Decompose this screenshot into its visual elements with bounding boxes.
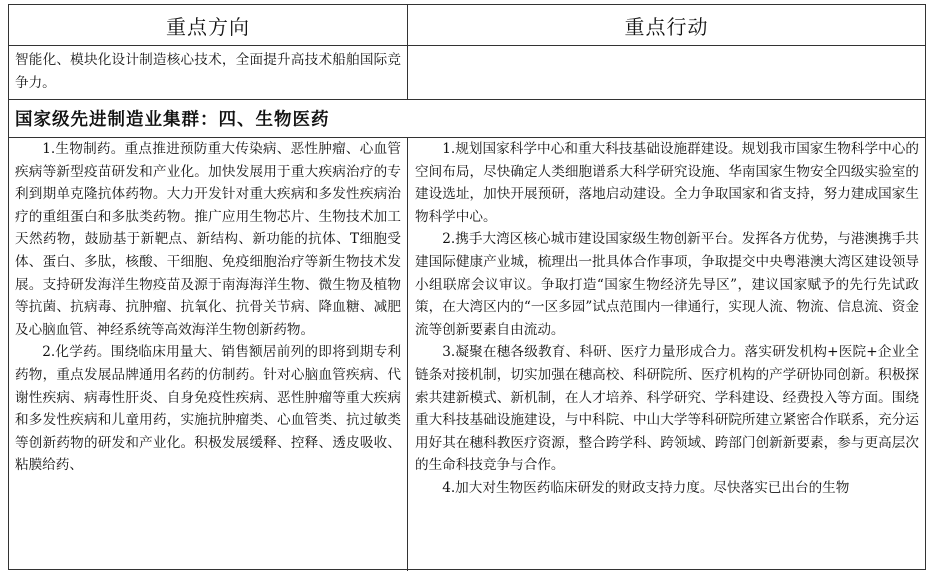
continued-left-cell [15,49,401,94]
column-divider-body [407,137,408,571]
continued-left-text: 智能化、模块化设计制造核心技术，全面提升高技术船舶国际竞争力。 [15,52,401,91]
section-divider-top [9,99,925,100]
focus-paragraph-chemical-drugs: 2.化学药。围绕临床用量大、销售额居前列的即将到期专利药物，重点发展品牌通用名药的仿制药。针对心脑血管疾病、代谢性疾病、病毒性肝炎、自身免疫性疾病、恶性肿瘤等重大疾病和多发性疾病和儿童用药，实施抗肿瘤类、心血管类、抗过敏类等创新药物的研发和产业化。积极发展缓释、控释、透皮吸收、粘膜给药、 [15,344,401,474]
action-paragraph-4: 4.加大对生物医药临床研发的财政支持力度。尽快落实已出台的生物 [442,479,850,496]
policy-table [8,4,926,570]
header-key-actions: 重点行动 [624,14,709,39]
header-focus-direction: 重点方向 [166,14,250,39]
action-paragraph-3: 3.凝聚在穗各级教育、科研、医疗力量形成合力。落实研发机构+医院+企业全链条对接机制，切实加强在穗高校、科研院所、医疗机构的产学研协同创新。积极探索共建新模式、新机制，在人才培养、科学研究、学科建设、经费投入等方面。围绕重大科技基础设施建设，与中科院、中山大学等科研院所建立紧密合作联系，充分运用好其在穗科教医疗资源，整合跨学科、跨领域、跨部门创新新要素，参与更高层次的生命科技竞争与合作。 [415,344,919,474]
header-divider [9,45,925,46]
focus-direction-cell [15,138,401,477]
key-actions-cell [415,138,919,500]
focus-paragraph-biopharma: 1.生物制药。重点推进预防重大传染病、恶性肿瘤、心血管疾病等新型疫苗研发和产业化。加快发展用于重大疾病治疗的专利到期单克隆抗体药物。大力开发针对重大疾病和多发性疾病治疗的重组蛋白和多肽类药物。推广应用生物芯片、生物技术加工天然药物，鼓励基于新靶点、新结构、新功能的抗体、T细胞受体、蛋白、多肽，核酸、干细胞、免疫细胞治疗等新生物技术发展。支持研发海洋生物疫苗及源于南海海洋生物、微生物及植物等抗菌、抗病毒、抗肿瘤、抗氧化、抗骨关节病、降血糖、减肥及心脑血管、神经系统等高效海洋生物创新药物。 [15,141,401,338]
action-paragraph-1: 1.规划国家科学中心和重大科技基础设施群建设。规划我市国家生物科学中心的空间布局，尽快确定人类细胞谱系大科学研究设施、华南国家生物安全四级实验室的建设选址，加快开展预研，落地启动建设。全力争取国家和省支持，努力建成国家生物科学中心。 [415,141,919,225]
section-title: 国家级先进制造业集群：四、生物医药 [15,110,330,130]
action-paragraph-2: 2.携手大湾区核心城市建设国家级生物创新平台。发挥各方优势，与港澳携手共建国际健康产业城，梳理出一批具体合作事项，争取提交中央粤港澳大湾区建设领导小组联席会议审议。争取打造“国家生物经济先导区”，建议国家赋予的先行先试政策，在大湾区内的“一区多园”试点范围内一律通行，实现人流、物流、信息流、资金流等创新要素自由流动。 [415,231,919,338]
